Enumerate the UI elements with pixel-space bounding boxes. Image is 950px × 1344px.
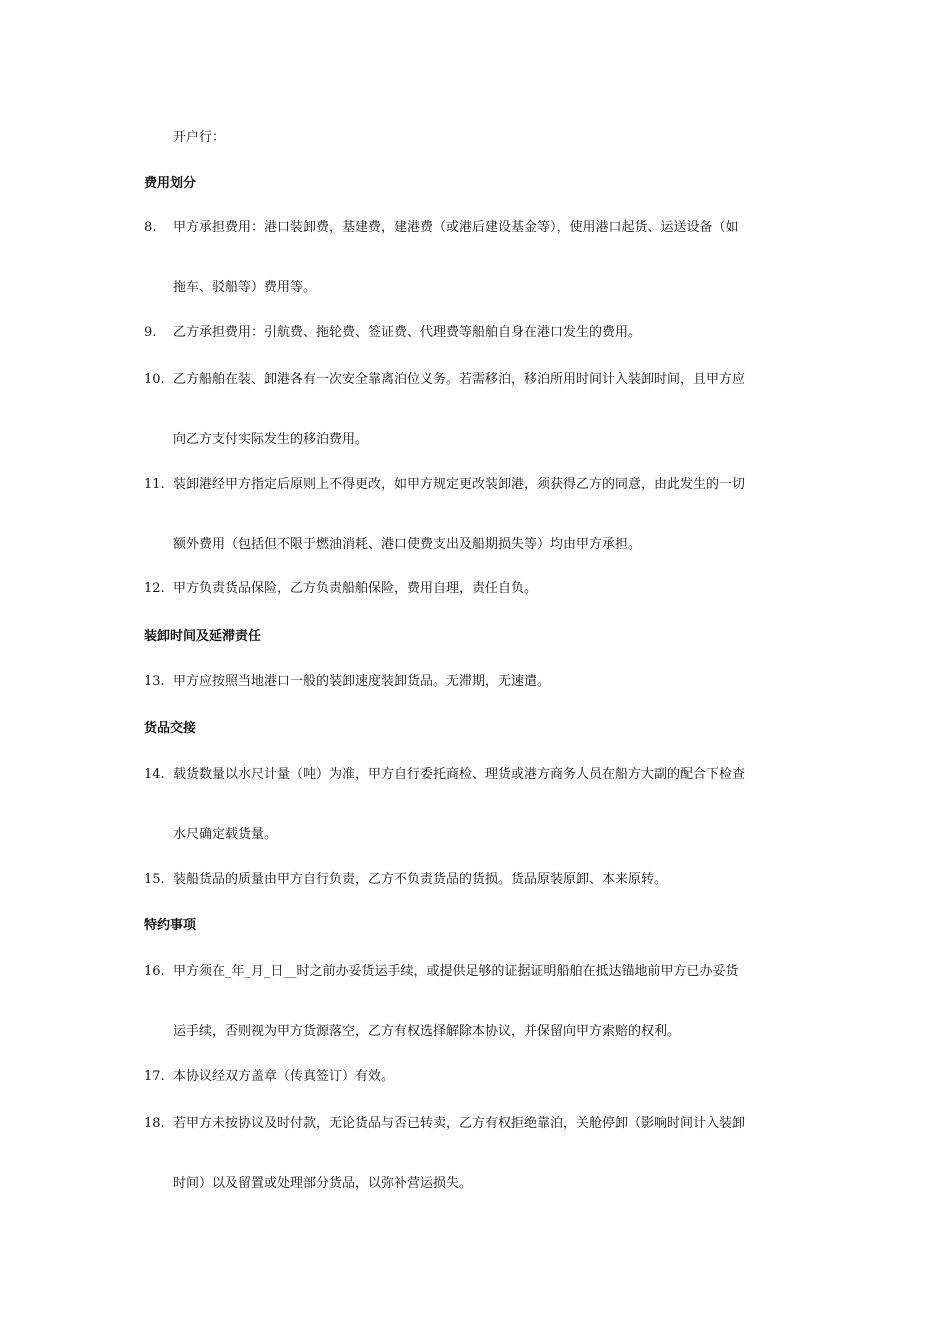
clause-text: 乙方船舶在装、卸港各有一次安全靠离泊位义务。若需移泊，移泊所用时间计入装卸时间，且甲方应 xyxy=(173,372,746,387)
clause-text-continued: 额外费用（包括但不限于燃油消耗、港口使费支出及船期损失等）均由甲方承担。 xyxy=(173,537,642,552)
clause-number: 12. xyxy=(144,581,165,596)
clause-number: 8. xyxy=(144,220,157,235)
clause-text: 甲方负责货品保险，乙方负责船舶保险，费用自理，责任自负。 xyxy=(173,581,538,596)
clause-text-continued: 向乙方支付实际发生的移泊费用。 xyxy=(173,432,369,447)
section-heading-handover: 货品交接 xyxy=(144,721,197,736)
clause-number: 16. xyxy=(144,964,165,979)
clause-text: 载货数量以水尺计量（吨）为准，甲方自行委托商检、理货或港方商务人员在船方大副的配合下检查 xyxy=(173,767,746,782)
clause-number: 15. xyxy=(144,872,165,887)
clause-text-continued: 时间）以及留置或处理部分货品，以弥补营运损失。 xyxy=(173,1176,473,1191)
section-heading-fees: 费用划分 xyxy=(144,176,197,191)
clause-text: 甲方应按照当地港口一般的装卸速度装卸货品。无滞期，无速遣。 xyxy=(173,674,551,689)
clause-number: 14. xyxy=(144,767,165,782)
clause-text: 装船货品的质量由甲方自行负责，乙方不负责货品的货损。货品原装原卸、本来原转。 xyxy=(173,872,668,887)
clause-number: 9. xyxy=(144,325,157,340)
clause-number: 11. xyxy=(144,477,165,492)
clause-text: 装卸港经甲方指定后原则上不得更改，如甲方规定更改装卸港，须获得乙方的同意，由此发生的一切 xyxy=(173,477,746,492)
clause-number: 18. xyxy=(144,1116,165,1131)
section-heading-loading-time: 装卸时间及延滞责任 xyxy=(144,629,262,644)
clause-text: 若甲方未按协议及时付款，无论货品与否已转卖，乙方有权拒绝靠泊，关舱停卸（影响时间计入装卸 xyxy=(173,1116,746,1131)
clause-number: 13. xyxy=(144,674,165,689)
clause-text: 甲方须在_年_月_日__时之前办妥货运手续，或提供足够的证据证明船舶在抵达锚地前甲方已办妥货 xyxy=(173,964,739,979)
clause-number: 10. xyxy=(144,372,165,387)
clause-text: 乙方承担费用：引航费、拖轮费、签证费、代理费等船舶自身在港口发生的费用。 xyxy=(173,325,642,340)
clause-text-continued: 水尺确定载货量。 xyxy=(173,827,278,842)
bank-line: 开户行： xyxy=(173,130,226,145)
section-heading-special: 特约事项 xyxy=(144,918,197,933)
clause-text-continued: 运手续，否则视为甲方货源落空，乙方有权选择解除本协议，并保留向甲方索赔的权利。 xyxy=(173,1024,681,1039)
clause-number: 17. xyxy=(144,1069,165,1084)
clause-text: 甲方承担费用：港口装卸费，基建费，建港费（或港后建设基金等），使用港口起货、运送设备（如 xyxy=(173,220,739,235)
clause-text-continued: 拖车、驳船等）费用等。 xyxy=(173,280,317,295)
clause-text: 本协议经双方盖章（传真签订）有效。 xyxy=(173,1069,395,1084)
